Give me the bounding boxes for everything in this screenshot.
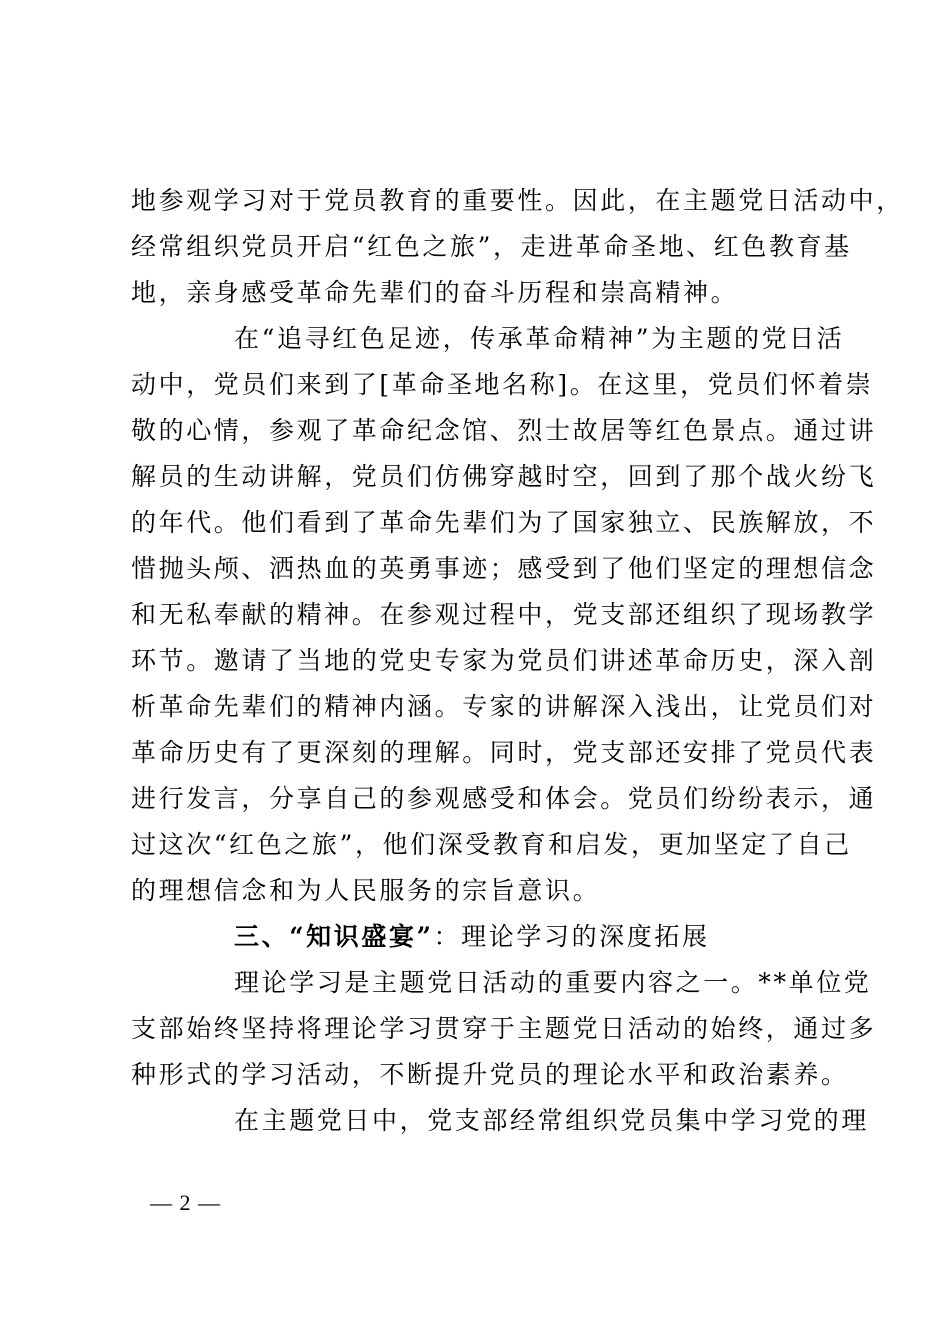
text-line: 在主题党日中，党支部经常组织党员集中学习党的理 [234,1106,869,1135]
text-line: 种形式的学习活动，不断提升党员的理论水平和政治素养。 [131,1060,849,1089]
section-heading-title: 三、“知识盛宴” [234,922,434,951]
text-line: 过这次“红色之旅”，他们深受教育和启发，更加坚定了自己 [131,830,852,859]
text-line: 进行发言，分享自己的参观感受和体会。党员们纷纷表示，通 [131,784,877,813]
body-text [131,178,904,1144]
section-heading [131,914,831,960]
section-heading-subtitle: ：理论学习的深度拓展 [433,922,710,951]
text-line: 环节。邀请了当地的党史专家为党员们讲述革命历史，深入剖 [131,646,877,675]
text-line: 析革命先辈们的精神内涵。专家的讲解深入浅出，让党员们对 [131,692,877,721]
page-number: — 2 — [150,1190,221,1215]
text-line: 地，亲身感受革命先辈们的奋斗历程和崇高精神。 [131,278,739,307]
text-line: 和无私奉献的精神。在参观过程中，党支部还组织了现场教学 [131,600,877,629]
text-line: 解员的生动讲解，党员们仿佛穿越时空，回到了那个战火纷飞 [131,462,877,491]
text-line: 惜抛头颅、洒热血的英勇事迹；感受到了他们坚定的理想信念 [131,554,877,583]
text-line: 理论学习是主题党日活动的重要内容之一。**单位党 [234,968,872,997]
text-line: 敬的心情，参观了革命纪念馆、烈士故居等红色景点。通过讲 [131,416,877,445]
text-line: 在“追寻红色足迹，传承革命精神”为主题的党日活 [234,324,845,353]
text-line: 动中，党员们来到了[革命圣地名称]。在这里，党员们怀着崇 [131,370,874,399]
text-line: 支部始终坚持将理论学习贯穿于主题党日活动的始终，通过多 [131,1014,877,1043]
text-line: 的理想信念和为人民服务的宗旨意识。 [131,876,601,905]
text-line: 地参观学习对于党员教育的重要性。因此，在主题党日活动中， [131,186,904,215]
text-line: 的年代。他们看到了革命先辈们为了国家独立、民族解放，不 [131,508,877,537]
text-line: 经常组织党员开启“红色之旅”，走进革命圣地、红色教育基 [131,232,852,261]
text-line: 革命历史有了更深刻的理解。同时，党支部还安排了党员代表 [131,738,877,767]
